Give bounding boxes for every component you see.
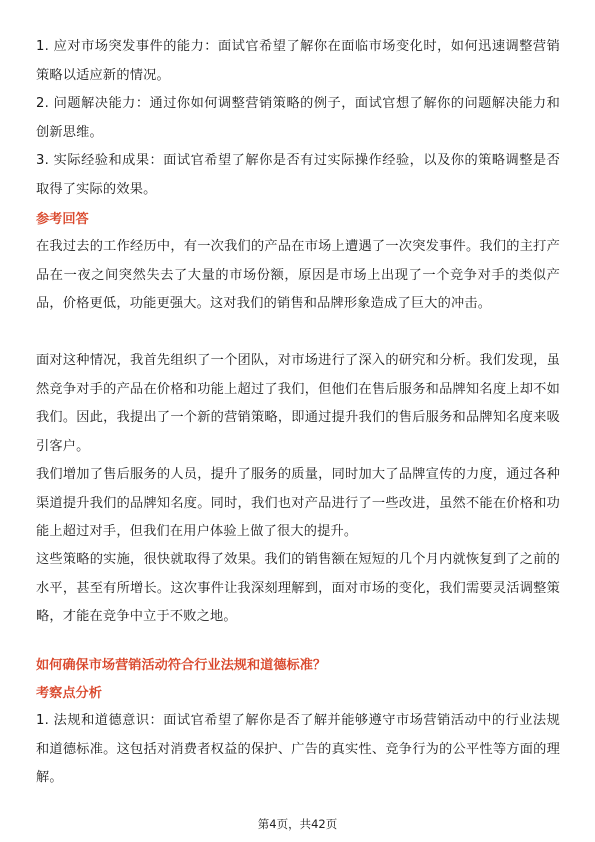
intro-point-1: 1. 应对市场突发事件的能力：面试官希望了解你在面临市场变化时，如何迅速调整营销策略以适应新的情况。 — [36, 39, 560, 83]
page-number-footer: 第4页，共42页 — [257, 817, 338, 831]
reference-answer-heading: 参考回答 — [36, 212, 89, 227]
intro-point-3: 3. 实际经验和成果：面试官希望了解你是否有过实际操作经验，以及你的策略调整是否取得了实际的效果。 — [36, 153, 560, 197]
intro-point-2: 2. 问题解决能力：通过你如何调整营销策略的例子，面试官想了解你的问题解决能力和创新思维。 — [36, 96, 560, 140]
answer-paragraph-2: 面对这种情况，我首先组织了一个团队，对市场进行了深入的研究和分析。我们发现，虽然竞争对手的产品在价格和功能上超过了我们，但他们在售后服务和品牌知名度上却不如我们。因此，我提出了一个新的营销策略，即通过提升我们的售后服务和品牌知名度来吸引客户。 — [36, 353, 560, 454]
question-title: 如何确保市场营销活动符合行业法规和道德标准？ — [36, 658, 327, 673]
answer-paragraph-4: 这些策略的实施，很快就取得了效果。我们的销售额在短短的几个月内就恢复到了之前的水平，甚至有所增长。这次事件让我深刻理解到，面对市场的变化，我们需要灵活调整策略，才能在竞争中立于不败之地。 — [36, 552, 560, 624]
answer-paragraph-3: 我们增加了售后服务的人员，提升了服务的质量，同时加大了品牌宣传的力度，通过各种渠道提升我们的品牌知名度。同时，我们也对产品进行了一些改进，虽然不能在价格和功能上超过对手，但我们在用户体验上做了很大的提升。 — [36, 467, 560, 539]
answer-paragraph-1: 在我过去的工作经历中，有一次我们的产品在市场上遭遇了一次突发事件。我们的主打产品在一夜之间突然失去了大量的市场份额，原因是市场上出现了一个竞争对手的类似产品，价格更低，功能更强大。这对我们的销售和品牌形象造成了巨大的冲击。 — [36, 239, 560, 311]
analysis-point-1: 1. 法规和道德意识：面试官希望了解你是否了解并能够遵守市场营销活动中的行业法规和道德标准。这包括对消费者权益的保护、广告的真实性、竞争行为的公平性等方面的理解。 — [36, 713, 560, 785]
analysis-heading: 考察点分析 — [36, 686, 102, 701]
